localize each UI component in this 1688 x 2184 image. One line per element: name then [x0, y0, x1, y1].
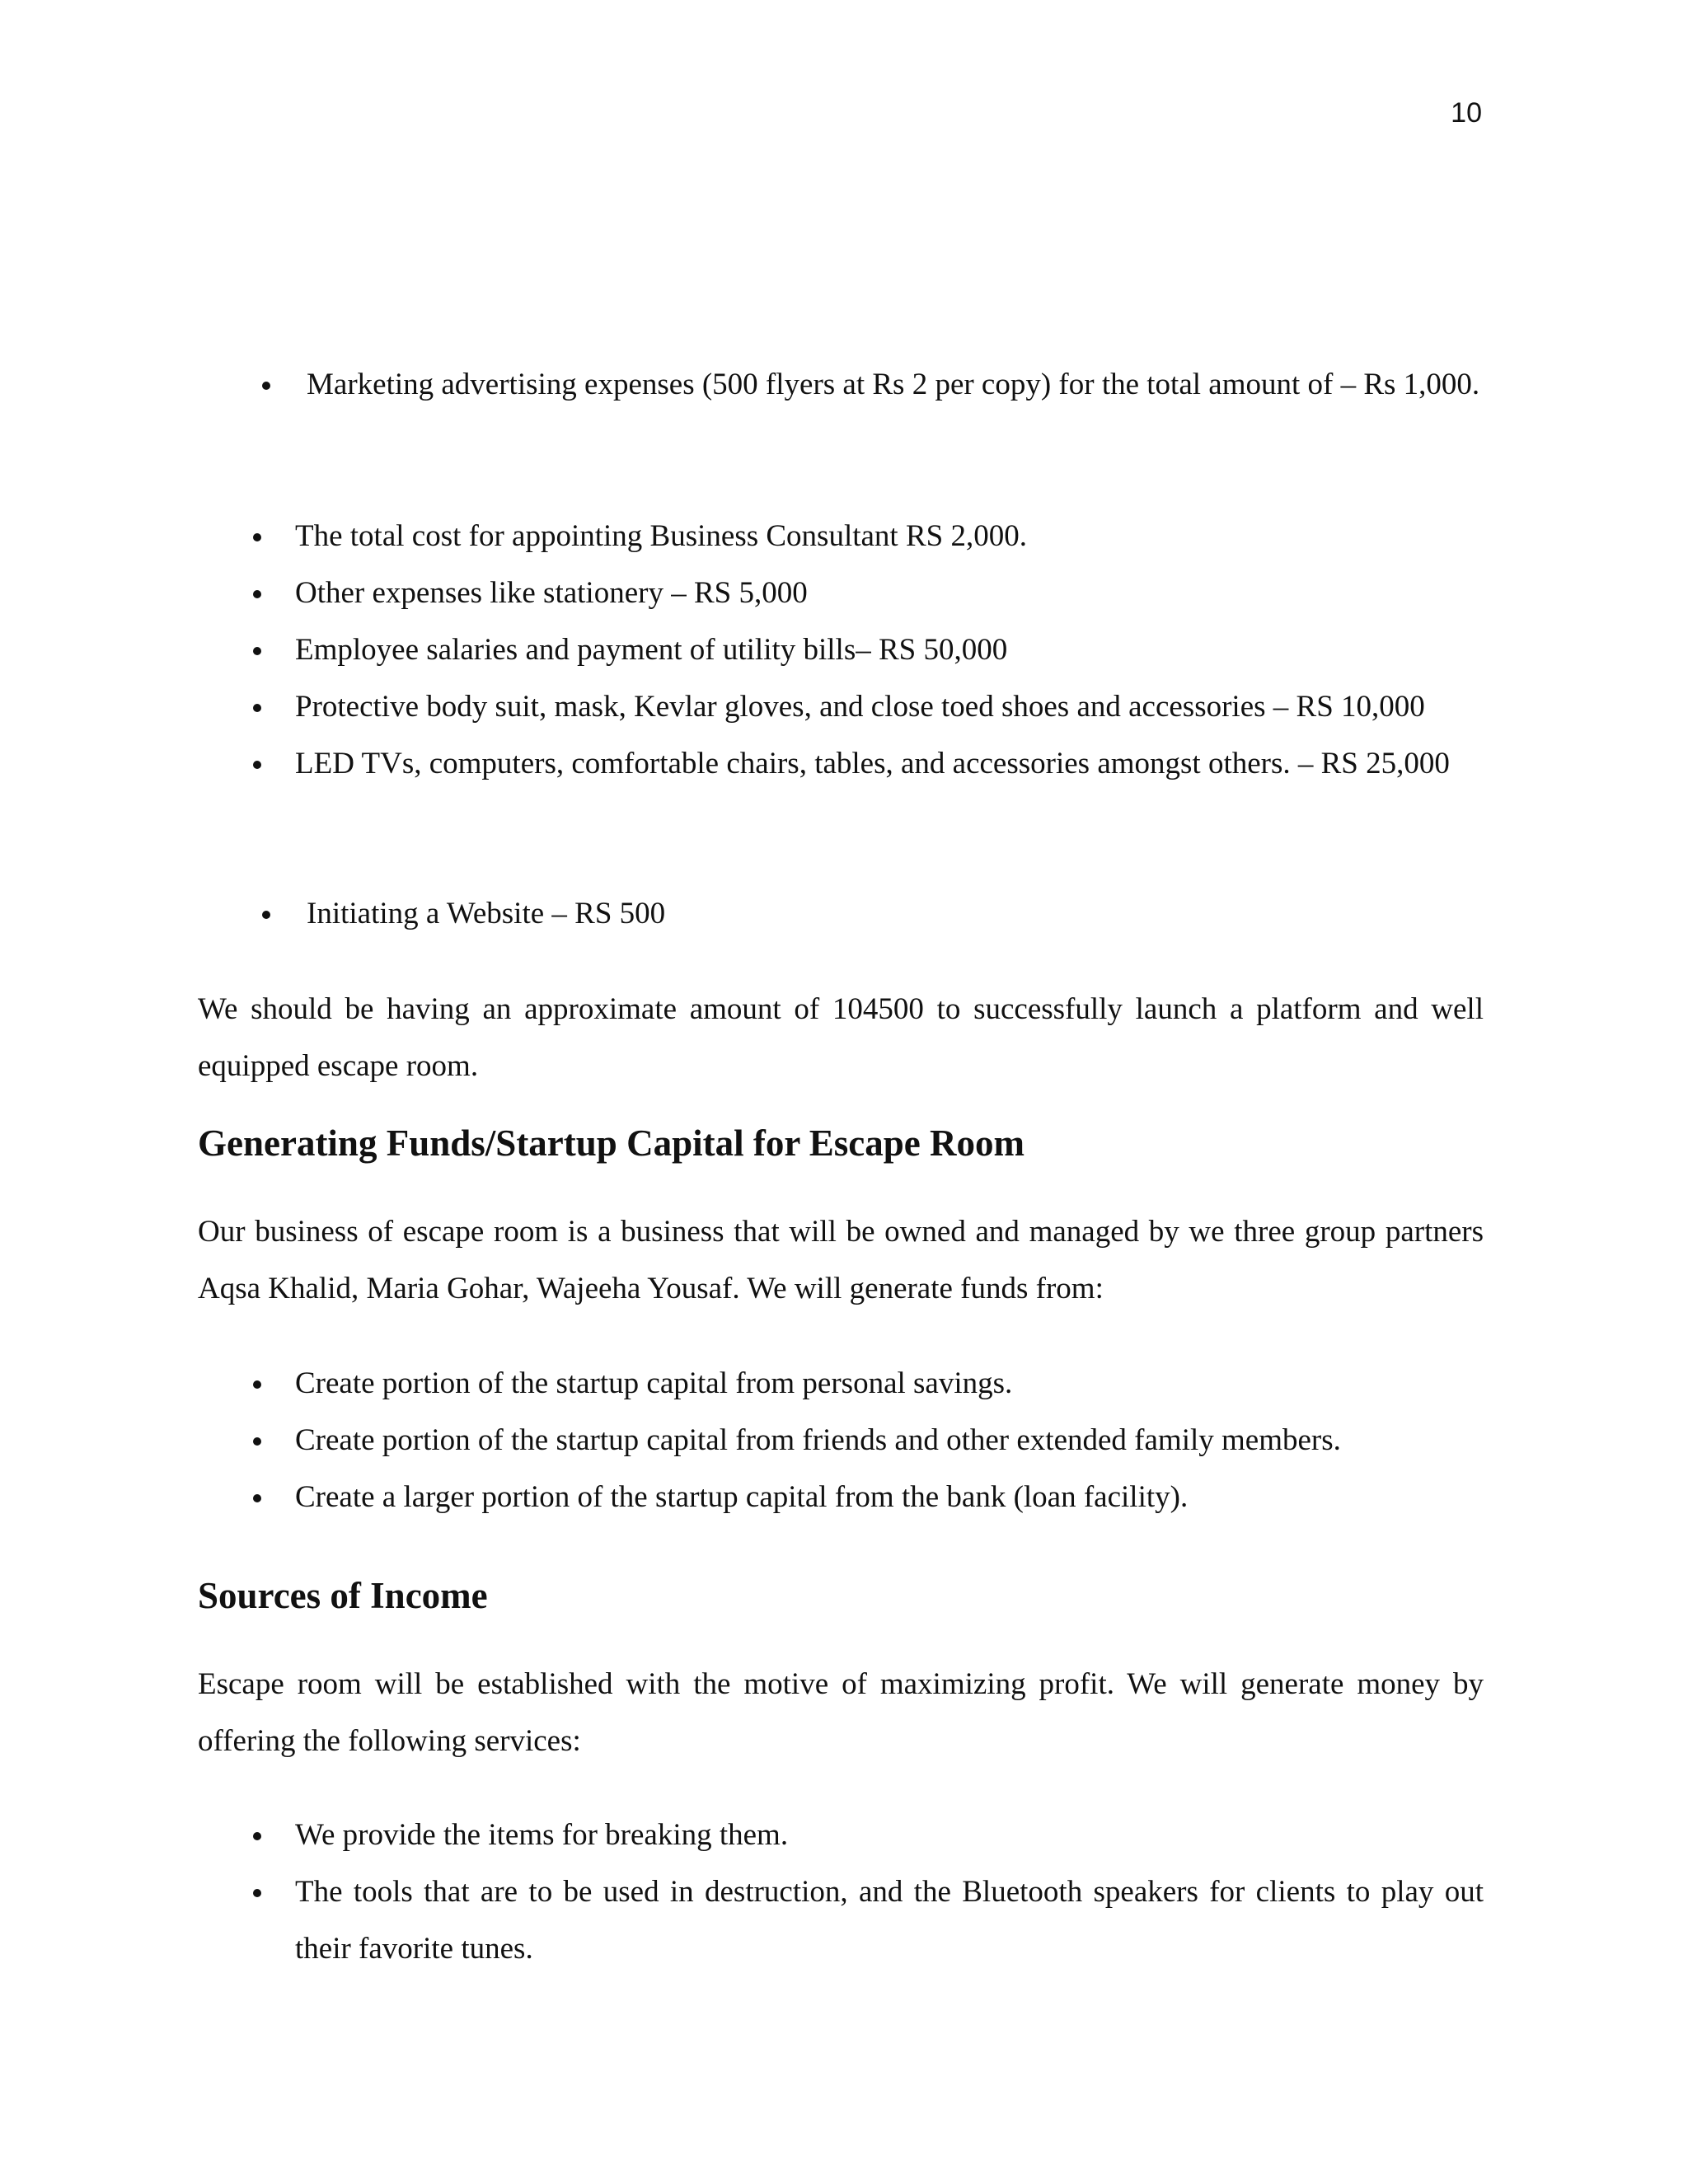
list-item: We provide the items for breaking them.	[198, 1807, 1484, 1863]
bullet-icon	[262, 382, 270, 390]
list-item: Protective body suit, mask, Kevlar gloves, and close toed shoes and accessories – RS 10,000	[198, 678, 1484, 735]
bullet-icon	[253, 647, 261, 655]
bullet-icon	[253, 1494, 261, 1502]
list-item: Create portion of the startup capital from friends and other extended family members.	[198, 1412, 1484, 1469]
list-item: LED TVs, computers, comfortable chairs, tables, and accessories amongst others. – RS 25,000	[198, 735, 1484, 792]
list-item: Employee salaries and payment of utility bills– RS 50,000	[198, 621, 1484, 678]
income-heading: Sources of Income	[198, 1575, 488, 1616]
funds-heading: Generating Funds/Startup Capital for Escape Room	[198, 1122, 1025, 1164]
list-item: Create a larger portion of the startup capital from the bank (loan facility).	[198, 1469, 1484, 1526]
list-item: Create portion of the startup capital from personal savings.	[198, 1355, 1484, 1412]
total-paragraph: We should be having an approximate amount of 104500 to successfully launch a platform and well equipped escape room.	[198, 992, 1484, 1083]
bullet-icon	[253, 1380, 261, 1389]
funds-list	[198, 1355, 1484, 1526]
cost-list-last	[198, 885, 1484, 942]
bullet-icon	[253, 533, 261, 541]
bullet-icon	[253, 1889, 261, 1897]
income-paragraph: Escape room will be established with the motive of maximizing profit. We will generate money by offering the following services:	[198, 1667, 1484, 1758]
page-number: 10	[1451, 97, 1482, 129]
bullet-icon	[253, 761, 261, 769]
list-item: Initiating a Website – RS 500	[198, 885, 1484, 942]
bullet-icon	[253, 590, 261, 598]
bullet-icon	[253, 1832, 261, 1840]
bullet-icon	[262, 911, 270, 919]
cost-list-first	[198, 356, 1484, 413]
income-list	[198, 1807, 1484, 1977]
list-item: The total cost for appointing Business Consultant RS 2,000.	[198, 508, 1484, 565]
cost-list	[198, 508, 1484, 792]
bullet-icon	[253, 704, 261, 712]
list-item: Other expenses like stationery – RS 5,000	[198, 565, 1484, 621]
bullet-icon	[253, 1437, 261, 1446]
list-item: Marketing advertising expenses (500 flyers at Rs 2 per copy) for the total amount of – Rs 1,000.	[198, 356, 1484, 413]
funds-paragraph: Our business of escape room is a business that will be owned and managed by we three group partners Aqsa Khalid, Maria Gohar, Wajeeha Yousaf. We will generate funds from:	[198, 1215, 1484, 1305]
list-item: The tools that are to be used in destruction, and the Bluetooth speakers for clients to play out their favorite tunes.	[198, 1863, 1484, 1977]
